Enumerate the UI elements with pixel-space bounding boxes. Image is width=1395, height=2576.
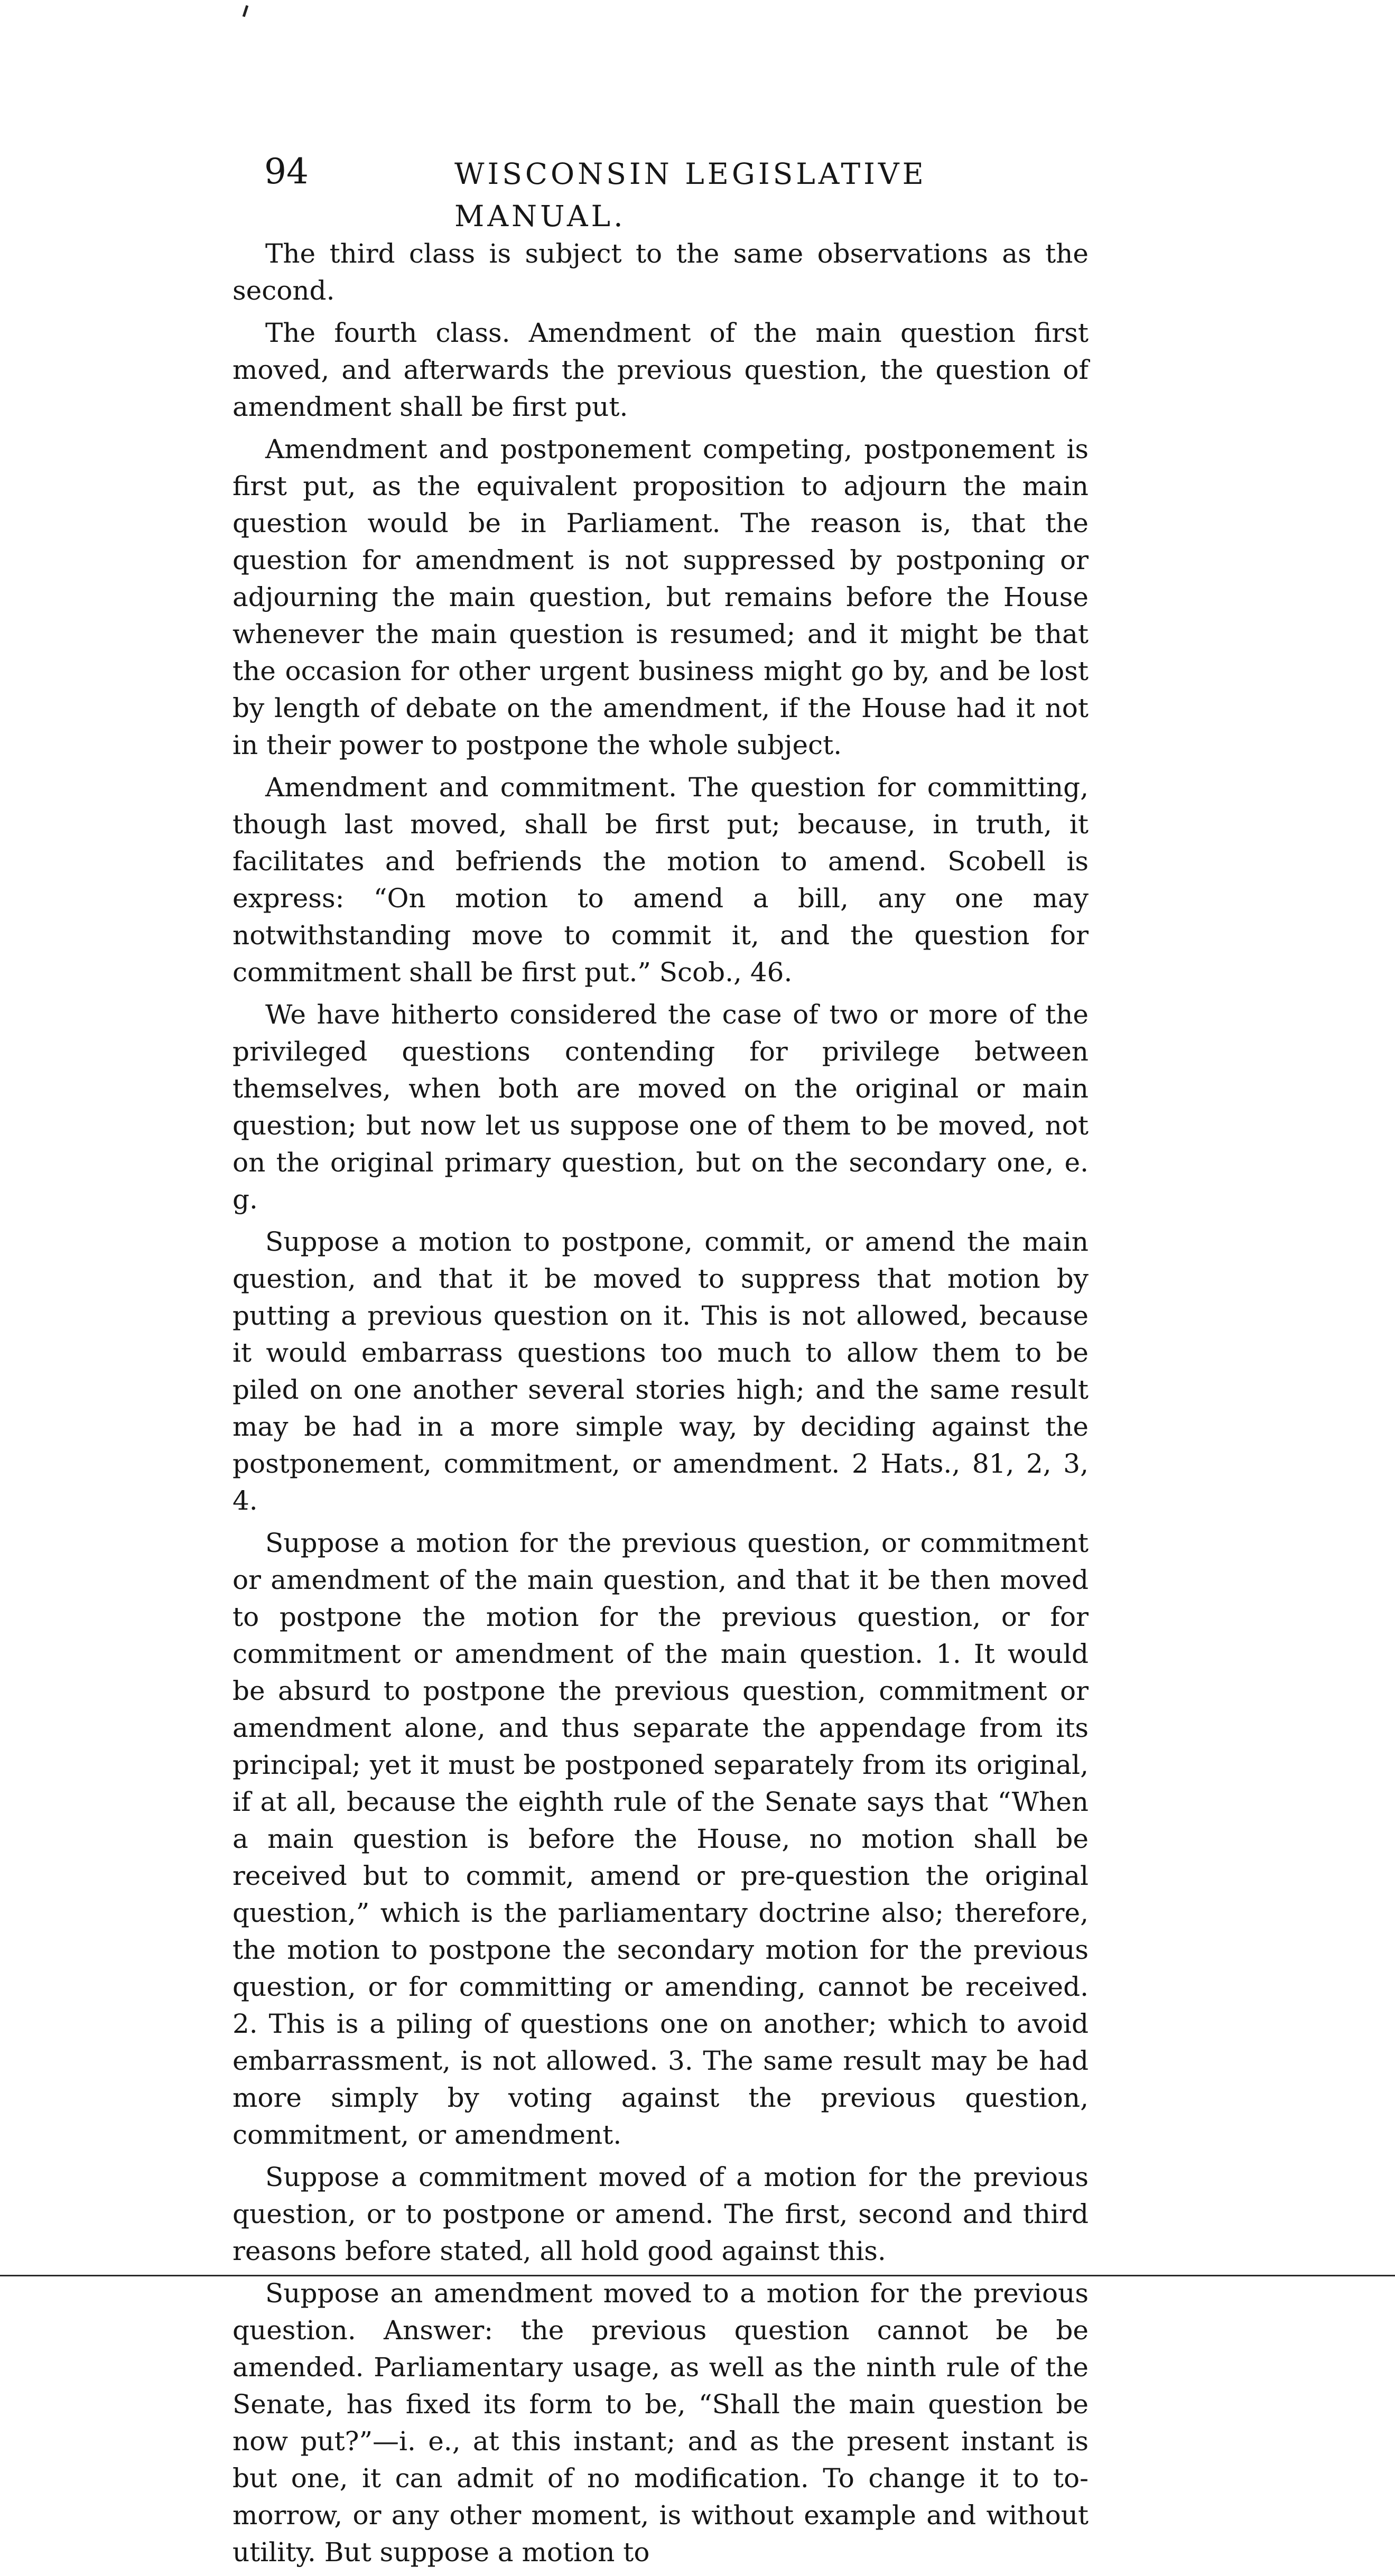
paragraph: The third class is subject to the same observations as the second. [232,238,1089,306]
page-number: 94 [264,151,309,192]
paragraph: Suppose a commitment moved of a motion for the previous question, or to postpone or amend. The first, second and third reasons before stated, all hold good against this. [232,2162,1089,2266]
paragraph: Suppose an amendment moved to a motion for the previous question. Answer: the previous question cannot be be amended. Parliamentary usage, as well as the ninth rule of the Senate, has fixed its form to be, “Shall the main question be now put?”—i. e., at this instant; and as the present instant is but one, it can admit of no modification. To change it to to-morrow, or any other moment, is without example and without utility. But suppose a motion to [232,2278,1089,2568]
paragraph: We have hitherto considered the case of two or more of the privileged questions contending for privilege between themselves, when both are moved on the original or main question; but now let us suppose one of them to be moved, not on the original primary question, but on the secondary one, e. g. [232,999,1089,1215]
page-bottom-rule [0,2275,1395,2276]
paragraph: Suppose a motion for the previous question, or commitment or amendment of the main question, and that it be then moved to postpone the motion for the previous question, or for commitment or amendment of the main question. 1. It would be absurd to postpone the previous question, commitment or amendment alone, and thus separate the appendage from its principal; yet it must be postponed separately from its original, if at all, because the eighth rule of the Senate says that “When a main question is before the House, no motion shall be received but to commit, amend or pre-question the original question,” which is the parliamentary doctrine also; therefore, the motion to postpone the secondary motion for the previous question, or for committing or amending, cannot be received. 2. This is a piling of questions one on another; which to avoid embarrassment, is not allowed. 3. The same result may be had more simply by voting against the previous question, commitment, or amendment. [232,1528,1089,2150]
paragraph: Amendment and postponement competing, postponement is first put, as the equivalent proposition to adjourn the main question would be in Parliament. The reason is, that the question for amendment is not suppressed by postponing or adjourning the main question, but remains before the House whenever the main question is resumed; and it might be that the occasion for other urgent business might go by, and be lost by length of debate on the amendment, if the House had it not in their power to postpone the whole subject. [232,434,1089,760]
scan-speck-top [243,5,249,17]
running-head: WISCONSIN LEGISLATIVE MANUAL. [454,157,927,233]
body-text [232,235,1089,2576]
paragraph: Suppose a motion to postpone, commit, or amend the main question, and that it be moved to suppress that motion by putting a previous question on it. This is not allowed, because it would embarrass questions too much to allow them to be piled on one another several stories high; and the same result may be had in a more simple way, by deciding against the postponement, commitment, or amendment. 2 Hats., 81, 2, 3, 4. [232,1226,1089,1516]
paragraph: Amendment and commitment. The question for committing, though last moved, shall be first put; because, in truth, it facilitates and befriends the motion to amend. Scobell is express: “On motion to amend a bill, any one may notwithstanding move to commit it, and the question for commitment shall be first put.” Scob., 46. [232,772,1089,988]
paragraph: The fourth class. Amendment of the main question first moved, and afterwards the previous question, the question of amendment shall be first put. [232,318,1089,422]
page-header [264,151,1102,233]
